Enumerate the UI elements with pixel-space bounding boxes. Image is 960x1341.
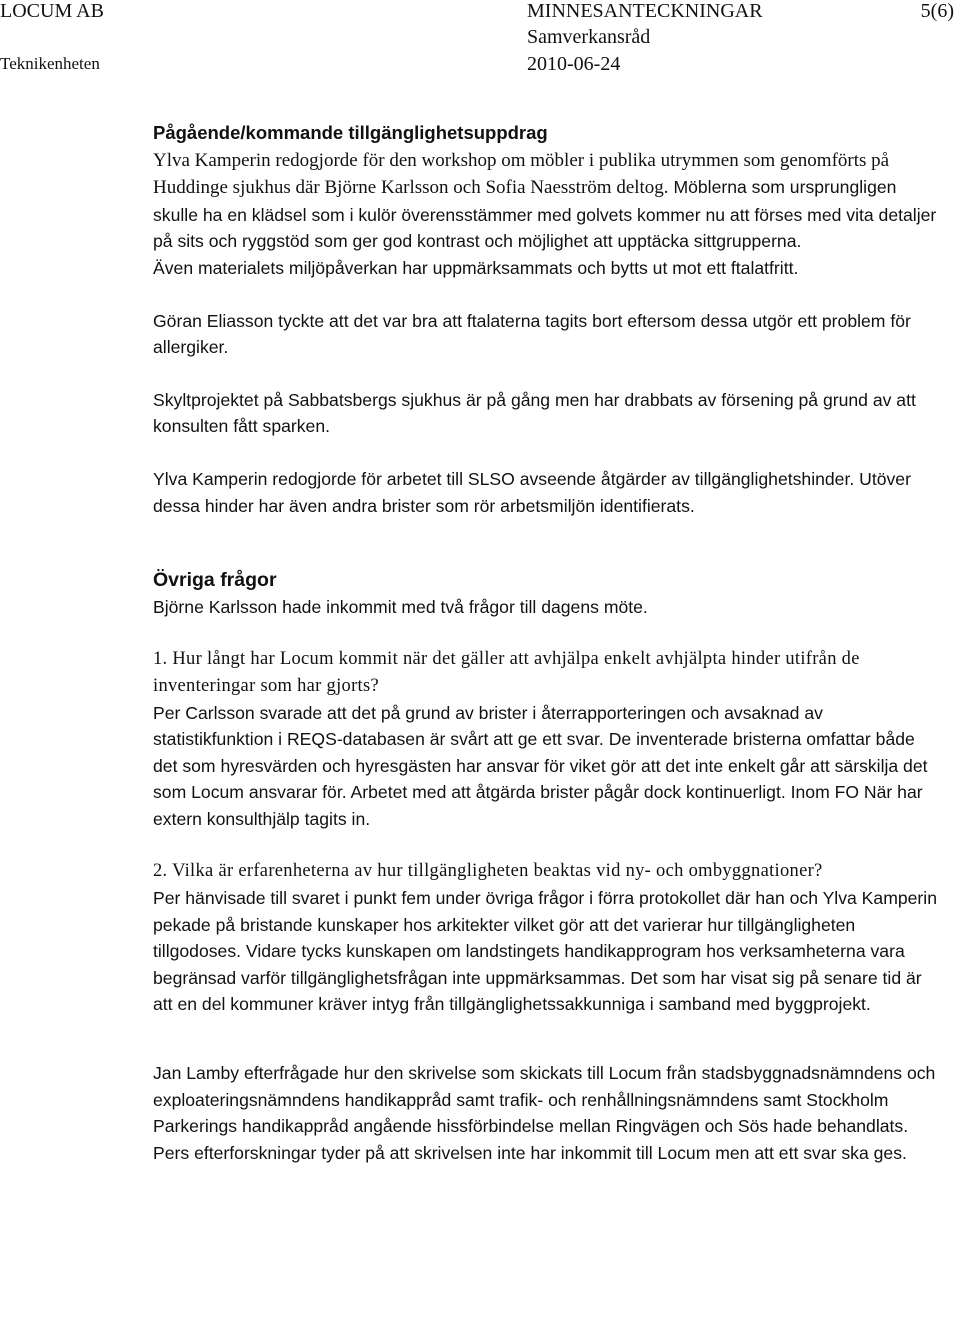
answer-2: Per hänvisade till svaret i punkt fem under övriga frågor i förra protokollet där han och Ylva Kamperin pekade på bristande kunskaper hos arkitekter vilket gör att det varierar hur tillgängligheten tillgodoses. Vidare tycks kunskapen om landstingets handikapprogram hos verksamheterna vara begränsad varför tillgänglighetsfrågan inte uppmärksammas. Det som har visat sig på senare tid är att en del kommuner kräver intyg från tillgänglighetssakkunniga i samband med byggprojekt.	[153, 888, 937, 1015]
meeting-date: 2010-06-24	[527, 53, 621, 75]
paragraph-material: Även materialets miljöpåverkan har uppmärksammats och bytts ut mot ett ftalatfritt.	[153, 257, 799, 278]
answer-1: Per Carlsson svarade att det på grund av brister i återrapporteringen och avsaknad av statistikfunktion i REQS-databasen är svårt att ge ett svar. De inventerade bristerna omfattar både det som hyresvärden och hyresgästen har ansvar för viket gör att det inte enkelt går att särskilja det som Locum ansvarar för. Arbetet med att åtgärda brister pågår dock kontinuerligt. Inom FO När har extern konsulthjälp tagits in.	[153, 702, 928, 829]
paragraph-furniture-part2: Möblerna som ursprungligen skulle ha en klädsel som i kulör överensstämmer med golvets kommer nu att förses med vita detaljer på sits och ryggstöd som ger god kontrast och möjlighet att upptäcka sittgrupperna.	[153, 177, 937, 252]
question-2: 2. Vilka är erfarenheterna av hur tillgängligheten beaktas vid ny- och ombyggnationer?	[153, 861, 823, 882]
section-heading-accessibility: Pågående/kommande tillgänglighetsuppdrag	[153, 122, 548, 143]
document-body	[153, 120, 943, 1166]
paragraph-phthalates: Göran Eliasson tyckte att det var bra att ftalaterna tagits bort eftersom dessa utgör ett problem för allergiker.	[153, 310, 911, 358]
section-heading-other: Övriga frågor	[153, 569, 277, 592]
paragraph-signage: Skyltprojektet på Sabbatsbergs sjukhus är på gång men har drabbats av försening på grund av att konsulten fått sparken.	[153, 389, 916, 437]
company-name: LOCUM AB	[0, 0, 104, 22]
paragraph-slso: Ylva Kamperin redogjorde för arbetet till SLSO avseende åtgärder av tillgänglighetshinder. Utöver dessa hinder har även andra brister som rör arbetsmiljön identifierats.	[153, 468, 911, 516]
paragraph-intro: Björne Karlsson hade inkommit med två frågor till dagens möte.	[153, 596, 648, 617]
meeting-group: Samverkansråd	[527, 26, 651, 48]
document-type: MINNESANTECKNINGAR	[527, 0, 763, 22]
paragraph-furniture-part1: Ylva Kamperin redogjorde för den workshop om möbler i publika utrymmen som genomförts på Huddinge sjukhus där Björne Karlsson och Sofia Naesström deltog.	[153, 149, 890, 199]
question-1: 1. Hur långt har Locum kommit när det gäller att avhjälpa enkelt avhjälpta hinder utifrån de inventeringar som har gjorts?	[153, 649, 860, 696]
department: Teknikenheten	[0, 54, 100, 73]
paragraph-lamby: Jan Lamby efterfrågade hur den skrivelse som skickats till Locum från stadsbyggnadsnämndens och exploateringsnämndens handikappråd samt trafik- och renhållningsnämndens samt Stockholm Parkerings handikappråd angående hissförbindelse mellan Ringvägen och Sös hade behandlats. Pers efterforskningar tyder på att skrivelsen inte har inkommit till Locum men att ett svar ska ges.	[153, 1063, 936, 1163]
paragraph-furniture	[153, 147, 943, 255]
page-number: 5(6)	[920, 0, 954, 22]
